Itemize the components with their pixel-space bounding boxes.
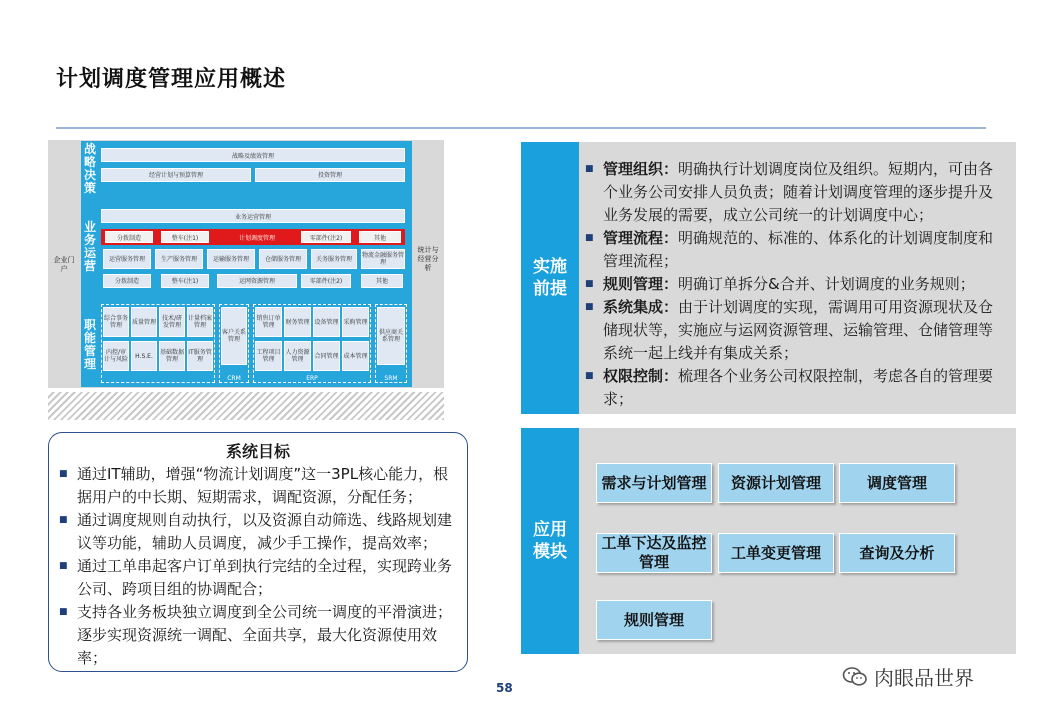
erp-label: ERP	[306, 375, 318, 382]
service-cell: 关务服务管理	[311, 249, 357, 269]
red-cell: 其他	[359, 231, 401, 243]
prereq-text: 明确规范的、标准的、体系化的计划调度制度和管理流程；	[603, 229, 994, 270]
resource-cell: 零部件(注2)	[301, 274, 351, 288]
watermark-text: 肉眼品世界	[874, 666, 974, 690]
analysis-label: 统计与经营分析	[417, 246, 439, 272]
service-cell: 运营服务管理	[103, 249, 151, 269]
prereq-item	[585, 273, 1006, 296]
prerequisites-list	[585, 158, 1006, 411]
prereq-key: 系统集成：	[603, 298, 679, 316]
architecture-core	[81, 141, 412, 387]
watermark	[842, 662, 974, 691]
function-cell: 财务管理	[284, 307, 311, 337]
function-cell: 设备管理	[313, 307, 340, 337]
prereq-item	[585, 227, 1006, 273]
service-cell: 物流金融服务管理	[361, 249, 405, 269]
service-cell: 仓储服务管理	[259, 249, 307, 269]
module-query-analysis[interactable]: 查询及分析	[839, 533, 955, 573]
service-cell: 运输服务管理	[207, 249, 255, 269]
goals-list	[59, 463, 461, 670]
prereq-key: 规则管理：	[603, 275, 679, 293]
function-cell: 人力资源管理	[284, 341, 311, 371]
operation-row: 业务运营管理	[101, 209, 405, 223]
prereq-key: 管理流程：	[603, 229, 679, 247]
red-cell-dispatch: 计划调度管理	[217, 231, 297, 243]
function-cell: H.S.E.	[131, 341, 157, 371]
prereq-item	[585, 365, 1006, 411]
module-work-order-issue[interactable]: 工单下达及监控管理	[596, 533, 712, 573]
module-work-order-change[interactable]: 工单变更管理	[718, 533, 834, 573]
strategy-cell: 投资管理	[255, 168, 405, 182]
prereq-key: 管理组织：	[603, 160, 679, 178]
prereq-text: 明确订单拆分&合并、计划调度的业务规则；	[678, 275, 975, 293]
prereq-text: 由于计划调度的实现，需调用可用资源现状及仓储现状等，实施应与运网资源管理、运输管理、仓储管理等系统一起上线并有集成关系；	[603, 298, 994, 362]
prerequisites-panel	[521, 142, 1016, 414]
strategy-row: 战略及绩效管理	[101, 148, 405, 162]
prereq-text: 梳理各个业务公司权限控制，考虑各自的管理要求；	[603, 367, 994, 408]
function-cell: IT服务管理	[187, 341, 213, 371]
goals-heading: 系统目标	[225, 442, 290, 461]
function-cell: 内控/审计与风险	[103, 341, 129, 371]
red-cell: 分拨制造	[105, 231, 153, 243]
modules-label: 应用模块	[521, 428, 579, 654]
wechat-icon	[842, 666, 868, 688]
strategy-cell: 经营计划与预算管理	[101, 168, 251, 182]
goal-item: ■ 通过IT辅助，增强“物流计划调度”这一3PL核心能力，根据用户的中长期、短期需求，调配资源，分配任务；	[59, 463, 461, 509]
function-cell: 采购管理	[342, 307, 369, 337]
goal-item: ■ 通过工单串起客户订单到执行完结的全过程，实现跨业务公司、跨项目组的协调配合；	[59, 555, 461, 601]
goal-item: ■ 通过调度规则自动执行，以及资源自动筛选、线路规划建议等功能，辅助人员调度，减少手工操作，提高效率；	[59, 509, 461, 555]
layer-operation-label: 业务运营	[83, 220, 96, 273]
resource-cell: 其他	[361, 274, 403, 288]
crm-cell: 客户关系管理	[221, 307, 247, 365]
resource-cell: 整车(注1)	[161, 274, 209, 288]
function-cell: 成本管理	[342, 341, 369, 371]
function-cell: 工程项目管理	[255, 341, 282, 371]
page-number: 58	[496, 681, 513, 695]
crm-label: CRM	[227, 375, 241, 382]
title-divider	[56, 127, 986, 129]
prereq-item	[585, 296, 1006, 365]
function-cell: 技术/研发管理	[159, 307, 185, 337]
layer-strategy-label: 战略决策	[83, 142, 96, 195]
layer-function-label: 职能管理	[83, 318, 96, 371]
prereq-key: 权限控制：	[603, 367, 679, 385]
srm-cell: 供应商关系管理	[377, 307, 405, 365]
red-cell: 整车(注1)	[161, 231, 209, 243]
diagram-base-hatch	[48, 392, 444, 420]
srm-label: SRM	[384, 375, 398, 382]
prereq-item	[585, 158, 1006, 227]
prerequisites-label: 实施前提	[521, 142, 579, 414]
dispatch-highlight-bar	[101, 229, 405, 245]
resource-cell: 分拨制造	[103, 274, 151, 288]
module-demand-plan[interactable]: 需求与计划管理	[596, 463, 712, 503]
function-cell: 计量档案管理	[187, 307, 213, 337]
function-cell: 基础数据管理	[159, 341, 185, 371]
red-cell: 零部件(注2)	[301, 231, 351, 243]
function-cell: 质量管理	[131, 307, 157, 337]
page-title: 计划调度管理应用概述	[56, 67, 287, 92]
function-cell: 合同管理	[313, 341, 340, 371]
function-cell: 销售订单管理	[255, 307, 282, 337]
goal-item: ■ 支持各业务板块独立调度到全公司统一调度的平滑演进；逐步实现资源统一调配、全面共享，最大化资源使用效率；	[59, 601, 461, 670]
module-resource-plan[interactable]: 资源计划管理	[718, 463, 834, 503]
modules-panel	[521, 428, 1016, 654]
resource-cell: 运网资源管理	[217, 274, 297, 288]
prereq-text: 明确执行计划调度岗位及组织。短期内，可由各个业务公司安排人员负责；随着计划调度管理的逐步提升及业务发展的需要，成立公司统一的计划调度中心；	[603, 160, 994, 224]
service-cell: 生产服务管理	[155, 249, 203, 269]
portal-label: 企业门户	[53, 256, 75, 273]
module-rules[interactable]: 规则管理	[596, 600, 712, 640]
function-cell: 综合事务管理	[103, 307, 129, 337]
architecture-diagram	[48, 140, 444, 388]
system-goals-box	[48, 432, 468, 672]
module-dispatch[interactable]: 调度管理	[839, 463, 955, 503]
